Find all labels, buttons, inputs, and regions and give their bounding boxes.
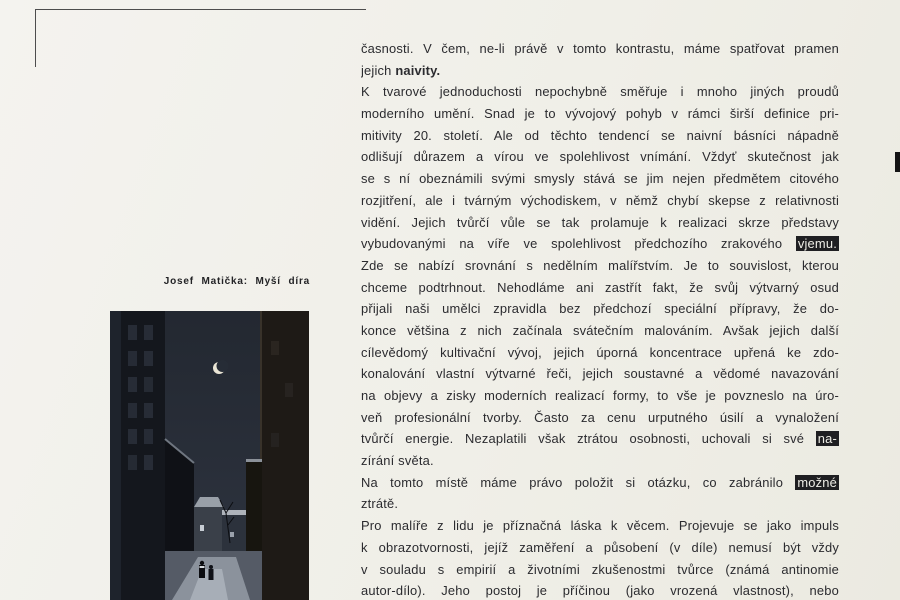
text-line [361,342,839,364]
bold-text: naivity. [395,62,441,78]
body-text: se s ní obeznámili svými smysly stává se jim nejen předmětem citového [361,171,839,187]
body-text: ztrátě. [361,496,399,512]
body-text: jejich [361,62,396,78]
text-line [361,472,839,494]
body-text: Pro malíře z lidu je příznačná láska k věcem. Projevuje se jako impuls [361,518,839,534]
body-text: konce většina z nich začínala svátečním malováním. Avšak jejich další [361,322,839,338]
text-line [361,81,839,103]
inverted-correction-patch: na- [817,431,837,447]
text-line [361,190,839,212]
text-column [361,38,839,600]
body-text: konalování vlastní výtvarné řeči, jejich soustavné a vědomé navazování [361,366,839,382]
text-line [361,103,839,125]
text-line [361,38,839,60]
text-line [361,559,839,581]
text-line [361,363,839,385]
body-text: v souladu s empirií a životními zkušenostmi tvůrce (známá antinomie [361,561,839,577]
body-text: k obrazotvornosti, jejíž zaměření a působení (v díle) nemusí být vždy [361,539,839,555]
scan-edge-mark [895,152,900,172]
text-line [361,428,839,450]
page-frame-vertical-rule [35,9,36,67]
text-line [361,255,839,277]
text-line [361,277,839,299]
text-line [361,298,839,320]
text-line [361,493,839,515]
body-text: zírání světa. [361,453,434,469]
body-text: přijali naši umělci zpravidla bez předchozí speciální přípravy, že do- [361,301,839,317]
body-text: cílevědomý kultivační vývoj, jejich úporná koncentrace upřená ke zdo- [361,344,839,360]
text-line [361,168,839,190]
body-text: veň profesionální tvorby. Často za cenu urputného úsilí a vynaložení [361,409,839,425]
body-text: moderního umění. Snad je to vývojový pohyb v rámci širší definice pri- [361,106,839,122]
body-text: chceme podtrhnout. Nehodláme ani zastřít fakt, že svůj výtvarný osud [361,279,839,295]
text-line [361,580,839,600]
body-text: vybudovanými na víře ve spolehlivost předchozího zrakového [361,236,796,252]
text-line [361,385,839,407]
body-text: na objevy a zisky moderních realizací formy, to vše je povzneslo na úro- [361,388,839,403]
body-text: rozjitření, ale i tvárným východiskem, v němž chybí skepse z relativnosti [361,192,839,208]
text-line [361,212,839,234]
body-text: časnosti. V čem, ne-li právě v tomto kontrastu, máme spatřovat pramen [361,41,839,56]
body-text: odlišují důrazem a vírou ve spolehlivost vnímání. Vždyť skutečnost jak [361,149,839,165]
right-building [260,311,309,600]
text-line [361,515,839,537]
painting-canvas [110,311,309,600]
artwork-caption: Josef Matička: Myší díra [163,276,310,287]
body-text: mitivity 20. století. Ale od těchto tendencí se naivní básníci nápadně [361,127,839,143]
text-line [361,407,839,429]
body-text: Na tomto místě máme právo položit si otázku, co zabránilo [361,474,796,490]
text-line [361,450,839,472]
text-line [361,537,839,559]
text-line [361,233,839,255]
inverted-correction-patch: vjemu. [797,236,837,252]
text-line [361,125,839,147]
body-text: autor-dílo). Jeho postoj je příčinou (jako vrozená vlastnost), nebo [361,583,839,599]
figure-2 [209,565,214,580]
inverted-correction-patch: možné [797,474,837,490]
body-text: tvůrčí energie. Nezaplatili však ztrátou osobnosti, uchovali si své [361,431,816,447]
painting-mysi-dira [110,311,309,600]
figure-1 [199,561,205,578]
text-line [361,146,839,168]
body-text: K tvarové jednoduchosti nepochybně směřuje i mnoho jiných proudů [361,84,839,100]
left-building [110,311,165,600]
text-line [361,320,839,342]
page-frame-horizontal-rule [35,9,366,10]
body-text: Zde se nabízí srovnání s nedělním malířstvím. Je to souvislost, kterou [361,257,839,273]
text-line [361,60,839,82]
body-text: vidění. Jejich tvůrčí vůle se tak prolamuje k realizaci skrze představy [361,214,839,230]
